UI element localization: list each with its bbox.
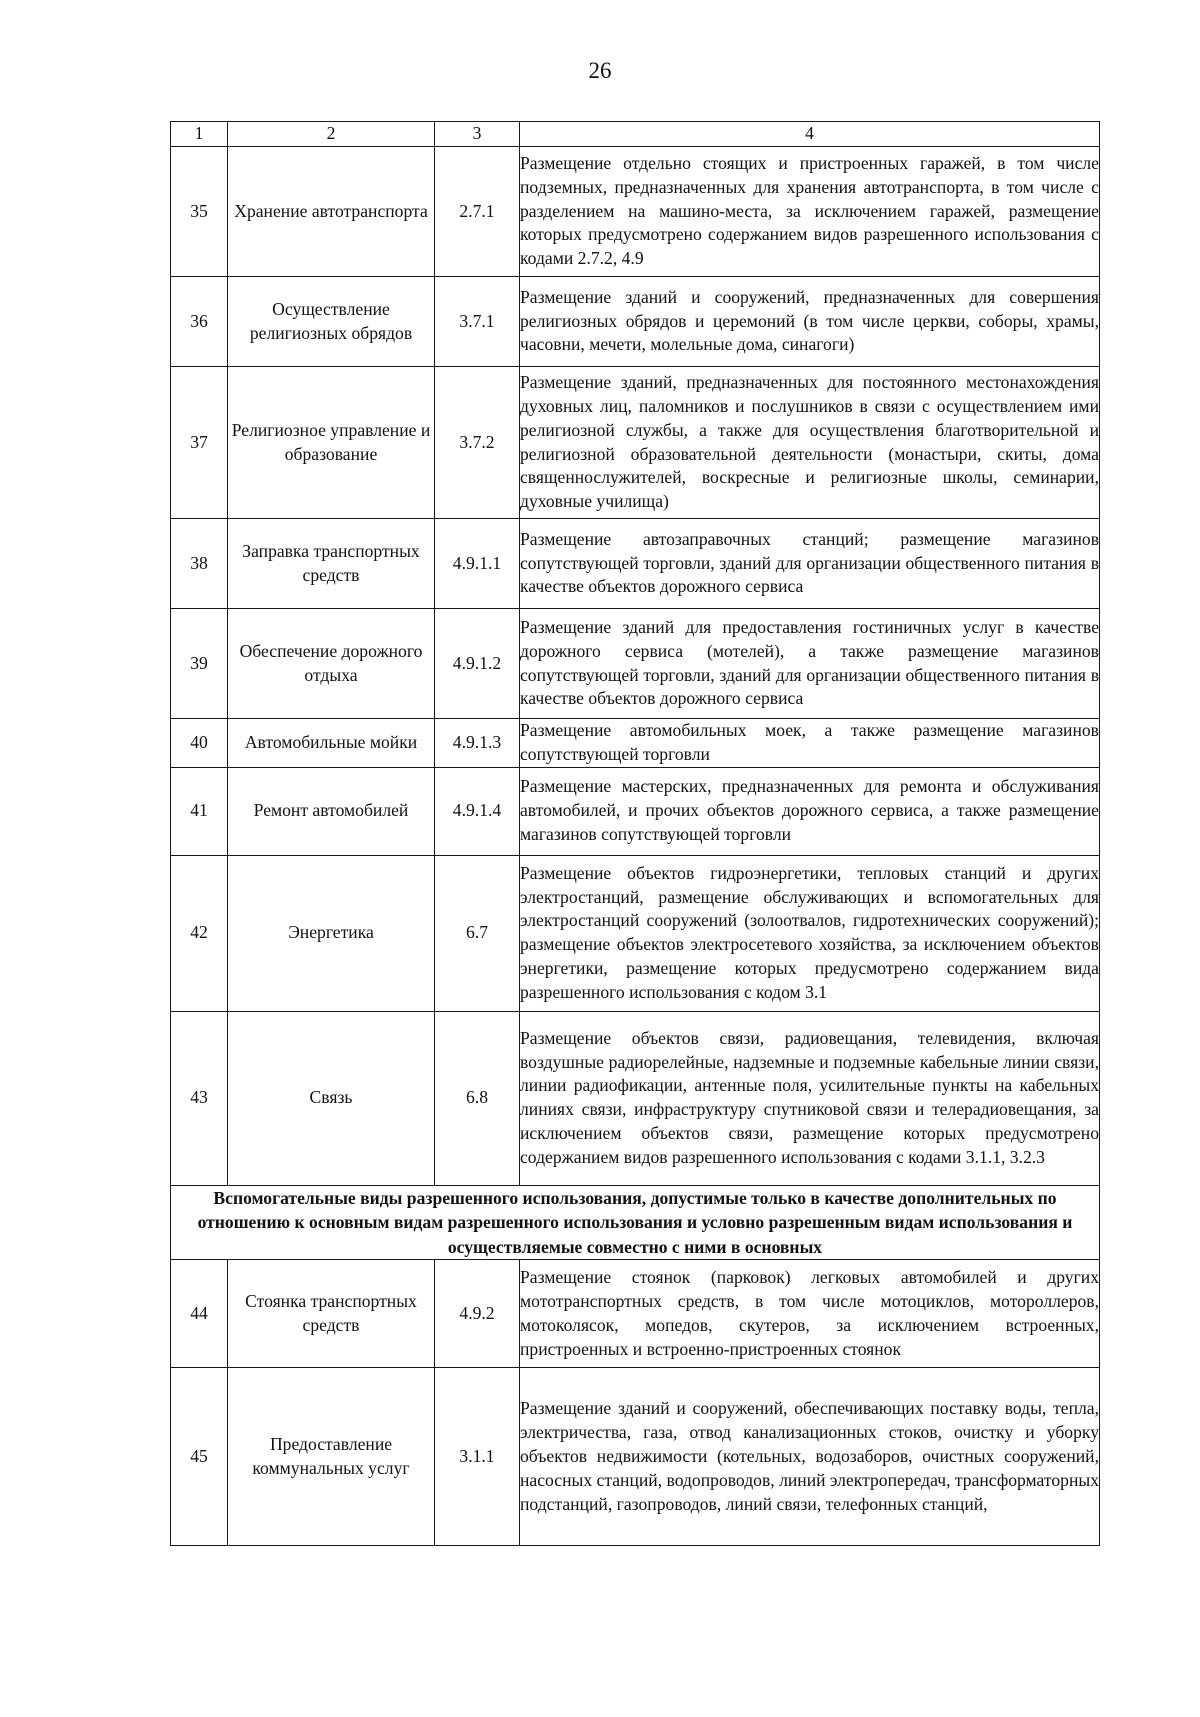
table-header-row <box>171 122 1100 147</box>
use-type-description: Размещение объектов связи, радиовещания, телевидения, включая воздушные радиорелейные, надземные и подземные кабельные линии связи, линии радиофикации, антенные поля, усилительные пункты на кабельных линиях связи, инфраструктуру спутниковой связи и телерадиовещания, за исключением объектов связи, размещение которых предусмотрено содержанием видов разрешенного использования с кодами 3.1.1, 3.2.3 <box>520 1011 1100 1185</box>
row-number: 40 <box>171 719 228 768</box>
row-number: 38 <box>171 519 228 609</box>
use-type-name: Осуществление религиозных обрядов <box>228 277 435 367</box>
use-type-code: 3.1.1 <box>435 1368 520 1546</box>
table-row <box>171 519 1100 609</box>
header-cell: 2 <box>228 122 435 147</box>
page-number: 26 <box>588 58 612 83</box>
use-type-name: Связь <box>228 1011 435 1185</box>
use-type-code: 4.9.1.1 <box>435 519 520 609</box>
section-title: Вспомогательные виды разрешенного использования, допустимые только в качестве дополнительных по отношению к основным видам разрешенного использования и условно разрешенным видам использования и осуществляемые совместно с ними в основных <box>171 1185 1100 1260</box>
use-type-code: 6.7 <box>435 855 520 1011</box>
use-type-description: Размещение зданий, предназначенных для постоянного местонахождения духовных лиц, паломников и послушников в связи с осуществлением ими религиозной службы, а также для осуществления благотворительной и религиозной образовательной деятельности (монастыри, скиты, дома священнослужителей, воскресные и религиозные школы, семинарии, духовные училища) <box>520 367 1100 519</box>
use-type-name: Хранение автотранспорта <box>228 147 435 277</box>
table-row <box>171 609 1100 719</box>
table-row <box>171 147 1100 277</box>
use-type-code: 4.9.2 <box>435 1260 520 1368</box>
row-number: 41 <box>171 767 228 855</box>
use-type-name: Ремонт автомобилей <box>228 767 435 855</box>
use-type-code: 4.9.1.3 <box>435 719 520 768</box>
use-type-description: Размещение зданий и сооружений, обеспечивающих поставку воды, тепла, электричества, газа, отвод канализационных стоков, очистку и уборку объектов недвижимости (котельных, водозаборов, очистных сооружений, насосных станций, водопроводов, линий электропередач, трансформаторных подстанций, газопроводов, линий связи, телефонных станций, <box>520 1368 1100 1546</box>
row-number: 37 <box>171 367 228 519</box>
use-type-name: Стоянка транспортных средств <box>228 1260 435 1368</box>
use-type-name: Энергетика <box>228 855 435 1011</box>
use-type-code: 6.8 <box>435 1011 520 1185</box>
row-number: 39 <box>171 609 228 719</box>
table-row <box>171 767 1100 855</box>
use-type-code: 2.7.1 <box>435 147 520 277</box>
use-type-description: Размещение зданий для предоставления гостиничных услуг в качестве дорожного сервиса (мотелей), а также размещение магазинов сопутствующей торговли, зданий для организации общественного питания в качестве объектов дорожного сервиса <box>520 609 1100 719</box>
use-type-description: Размещение мастерских, предназначенных для ремонта и обслуживания автомобилей, и прочих объектов дорожного сервиса, а также размещение магазинов сопутствующей торговли <box>520 767 1100 855</box>
use-type-code: 4.9.1.4 <box>435 767 520 855</box>
use-type-name: Автомобильные мойки <box>228 719 435 768</box>
section-row <box>171 1185 1100 1260</box>
table-row <box>171 367 1100 519</box>
table-row <box>171 719 1100 768</box>
use-type-name: Предоставление коммунальных услуг <box>228 1368 435 1546</box>
use-type-code: 4.9.1.2 <box>435 609 520 719</box>
use-type-description: Размещение стоянок (парковок) легковых автомобилей и других мототранспортных средств, в том числе мотоциклов, мотороллеров, мотоколясок, мопедов, скутеров, за исключением встроенных, пристроенных и встроенно-пристроенных стоянок <box>520 1260 1100 1368</box>
table-row <box>171 277 1100 367</box>
table-row <box>171 855 1100 1011</box>
row-number: 43 <box>171 1011 228 1185</box>
use-type-name: Заправка транспортных средств <box>228 519 435 609</box>
row-number: 35 <box>171 147 228 277</box>
use-type-description: Размещение зданий и сооружений, предназначенных для совершения религиозных обрядов и церемоний (в том числе церкви, соборы, храмы, часовни, мечети, молельные дома, синагоги) <box>520 277 1100 367</box>
land-use-table <box>170 121 1100 1546</box>
use-type-description: Размещение объектов гидроэнергетики, тепловых станций и других электростанций, размещение обслуживающих и вспомогательных для электростанций сооружений (золоотвалов, гидротехнических сооружений); размещение объектов электросетевого хозяйства, за исключением объектов энергетики, размещение которых предусмотрено содержанием вида разрешенного использования с кодом 3.1 <box>520 855 1100 1011</box>
use-type-description: Размещение автомобильных моек, а также размещение магазинов сопутствующей торговли <box>520 719 1100 768</box>
table-row <box>171 1011 1100 1185</box>
use-type-description: Размещение отдельно стоящих и пристроенных гаражей, в том числе подземных, предназначенных для хранения автотранспорта, в том числе с разделением на машино-места, за исключением гаражей, размещение которых предусмотрено содержанием видов разрешенного использования с кодами 2.7.2, 4.9 <box>520 147 1100 277</box>
header-cell: 1 <box>171 122 228 147</box>
use-type-description: Размещение автозаправочных станций; размещение магазинов сопутствующей торговли, зданий для организации общественного питания в качестве объектов дорожного сервиса <box>520 519 1100 609</box>
use-type-code: 3.7.1 <box>435 277 520 367</box>
header-cell: 4 <box>520 122 1100 147</box>
row-number: 36 <box>171 277 228 367</box>
use-type-name: Религиозное управление и образование <box>228 367 435 519</box>
use-type-code: 3.7.2 <box>435 367 520 519</box>
table-row <box>171 1368 1100 1546</box>
use-type-name: Обеспечение дорожного отдыха <box>228 609 435 719</box>
header-cell: 3 <box>435 122 520 147</box>
row-number: 45 <box>171 1368 228 1546</box>
row-number: 44 <box>171 1260 228 1368</box>
row-number: 42 <box>171 855 228 1011</box>
table-row <box>171 1260 1100 1368</box>
